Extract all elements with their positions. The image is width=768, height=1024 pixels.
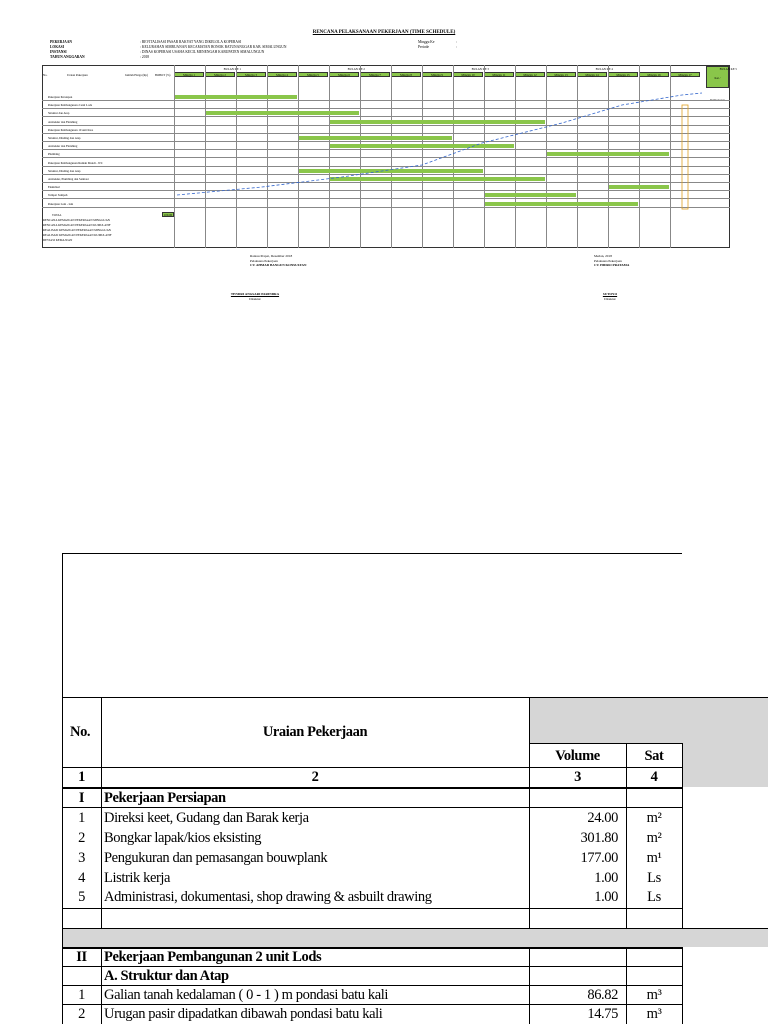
section-number: II xyxy=(76,949,87,965)
week-header: Minggu 15 xyxy=(608,72,638,77)
item-volume: 24.00 xyxy=(587,810,618,826)
item-desc: Direksi keet, Gudang dan Barak kerja xyxy=(104,810,309,826)
item-no: 4 xyxy=(78,870,85,886)
item-unit: m² xyxy=(646,810,662,826)
signature-right-name xyxy=(570,292,650,301)
meta-value: : 2018 xyxy=(140,55,150,59)
item-no: 3 xyxy=(78,850,85,866)
week-header: Minggu 17 xyxy=(670,72,700,77)
sign-line: Rantau Prapat, Desember 2018 xyxy=(250,254,293,258)
week-header: Minggu 12 xyxy=(515,72,545,77)
week-header: Minggu 11 xyxy=(484,72,514,77)
total-value: 100.00 xyxy=(163,213,173,217)
rule xyxy=(682,947,683,1024)
month-header: BULAN KE 4 xyxy=(595,67,613,71)
item-volume: 86.82 xyxy=(587,987,618,1003)
sign-line: Pelaksana Pekerjaan xyxy=(594,258,622,263)
schedule-row-label: Pekerjaan Pembangunan 2 unit Lods xyxy=(48,103,92,108)
week-header: Minggu 6 xyxy=(329,72,359,77)
item-volume: 301.80 xyxy=(580,830,618,846)
schedule-row-label: Arsitektur, Plumbing dan Sanitasi xyxy=(48,177,89,181)
frame-top-border xyxy=(62,553,682,554)
header-index-3: 3 xyxy=(574,769,581,785)
section-title: Pekerjaan Persiapan xyxy=(104,790,226,806)
col-uraian-label: Uraian Pekerjaan xyxy=(67,73,88,77)
schedule-row-label: Plumbing xyxy=(48,152,60,157)
week-header: Minggu 7 xyxy=(360,72,390,77)
s-curve-line xyxy=(177,93,702,195)
s-curve xyxy=(42,65,730,248)
header-sat: Sat xyxy=(644,748,664,764)
schedule-row-label: Struktur, Dinding dan Atap xyxy=(48,136,81,140)
col-jumlah-label: Jumlah Harga (Rp) xyxy=(125,73,148,77)
meta-value: : xyxy=(456,45,457,49)
schedule-row-label: Struktur, Dinding dan Atap xyxy=(48,168,81,173)
item-desc: Bongkar lapak/kios eksisting xyxy=(104,830,262,846)
section-title: Pekerjaan Pembangunan 2 unit Lods xyxy=(104,949,322,965)
week-header: Minggu 8 xyxy=(391,72,421,77)
header-no: No. xyxy=(70,724,91,740)
meta-value: : REVITALISASI PASAR RAKYAT YANG DIKELOLA KOPERASI xyxy=(140,40,242,44)
footer-row-label: REALISASI KEMAJUAN PEKERJAAN MINGGUAN xyxy=(43,228,111,232)
footer-row-label: RENCANA KEMAJUAN PEKERJAAN KUMULATIF xyxy=(43,223,111,227)
schedule-row-label: Struktur dan Atap xyxy=(48,111,70,116)
footer-row-label: DEVIASI KEMAJUAN xyxy=(43,238,73,242)
item-unit: Ls xyxy=(647,870,661,886)
total-label: TOTAL xyxy=(52,213,62,217)
sign-line: Medan, 2018 xyxy=(594,254,612,258)
meta-value: : KELURAHAN SIMBUANAN KECAMATAN BONOK BATUNANGGAR KAB. SIMALUNGUN xyxy=(140,45,287,49)
rule xyxy=(62,966,682,967)
item-unit: m² xyxy=(646,830,662,846)
item-no: 1 xyxy=(78,810,85,826)
schedule-row-label: Pekerjaan Lain - lain xyxy=(48,201,74,206)
signature-right xyxy=(594,254,629,268)
week-header: Minggu 5 xyxy=(298,72,328,77)
week-header: Minggu 1 xyxy=(174,72,204,77)
col-bobot-label: BOBOT (%) xyxy=(155,73,171,77)
header-index-1: 1 xyxy=(78,769,85,785)
schedule-row-label: Elektrikal xyxy=(48,185,60,190)
item-desc: Galian tanah kedalaman ( 0 - 1 ) m pondasi batu kali xyxy=(104,987,389,1003)
meta-key: PEKERJAAN xyxy=(50,40,72,44)
schedule-row-label: Pekerjaan Persiapan xyxy=(48,95,73,99)
sign-line: Pelaksana Pekerjaan xyxy=(250,258,278,263)
meta-value: : DINAS KOPERASI USAHA KECIL MENENGAH KABUPATEN SIMALUNGUN xyxy=(140,50,265,54)
meta-key: TAHUN ANGGARAN xyxy=(50,55,85,59)
rule xyxy=(62,908,682,909)
section-number: I xyxy=(78,790,85,806)
item-no: 2 xyxy=(78,830,85,846)
week-header: Minggu 2 xyxy=(205,72,235,77)
item-unit: Ls xyxy=(647,889,661,905)
rule xyxy=(62,807,682,808)
week-header: Minggu 3 xyxy=(236,72,266,77)
period-meta xyxy=(418,40,457,50)
schedule-grid xyxy=(42,65,737,248)
meta-key: Periode xyxy=(418,45,429,49)
meta-key: LOKASI xyxy=(50,45,64,49)
month-header: BULAN KE 3 xyxy=(471,67,489,71)
item-desc: Administrasi, dokumentasi, shop drawing & asbuilt drawing xyxy=(104,889,432,905)
schedule-row-label: Arsitektur dan Finishing xyxy=(48,119,78,124)
week-header: Minggu 4 xyxy=(267,72,297,77)
meta-value: : xyxy=(456,40,457,44)
item-volume: 1.00 xyxy=(594,870,618,886)
header-volume: Volume xyxy=(555,748,600,764)
schedule-row-label: Arsitektur dan Finishing xyxy=(48,144,78,149)
meta-key: INSTANSI xyxy=(50,50,67,54)
header-index-2: 2 xyxy=(311,769,319,785)
header-grey-fill-right xyxy=(682,743,768,787)
rule xyxy=(529,743,682,744)
header-index-4: 4 xyxy=(650,769,658,785)
footer-row-label: RENCANA KEMAJUAN PEKERJAAN MINGGUAN xyxy=(43,218,110,222)
schedule-title: RENCANA PELAKSANAAN PEKERJAAN (TIME SCHEDULE) xyxy=(312,30,456,35)
header-grey-fill xyxy=(529,698,768,743)
item-unit: m³ xyxy=(646,987,662,1003)
meta-key: Minggu Ke xyxy=(418,40,435,44)
month-header: BULAN KE 2 xyxy=(347,67,365,71)
month-header: BULAN KE 1 xyxy=(223,67,241,71)
sign-role: Direktur xyxy=(249,296,261,301)
schedule-row-label: Pekerjaan Pembangunan Rumah Mandi - WC xyxy=(48,160,103,165)
week-header: Minggu 16 xyxy=(639,72,669,77)
project-meta xyxy=(50,40,410,60)
rule xyxy=(62,1004,682,1005)
item-desc: Pengukuran dan pemasangan bouwplank xyxy=(104,850,328,866)
header-uraian: Uraian Pekerjaan xyxy=(262,724,368,740)
rule xyxy=(62,985,682,986)
subsection-title: A. Struktur dan Atap xyxy=(104,968,229,984)
rule xyxy=(62,928,768,929)
week-header: Minggu 10 xyxy=(453,72,483,77)
highlight-column xyxy=(682,105,688,209)
signature-left xyxy=(250,254,306,268)
item-unit: m³ xyxy=(646,1006,662,1022)
sign-name: TENDRI ANGSARI PARINDRA xyxy=(230,292,280,296)
rule xyxy=(62,697,768,698)
week-header: Minggu 13 xyxy=(546,72,576,77)
item-volume: 1.00 xyxy=(594,889,618,905)
sign-name: SUTOYO xyxy=(602,292,618,296)
item-volume: 14.75 xyxy=(587,1006,618,1022)
item-desc: Listrik kerja xyxy=(104,870,171,886)
item-desc: Urugan pasir dipadatkan dibawah pondasi batu kali xyxy=(104,1006,383,1022)
signature-left-name xyxy=(210,292,300,301)
item-unit: m¹ xyxy=(646,850,662,866)
time-schedule-page xyxy=(0,0,768,420)
item-no: 5 xyxy=(78,889,85,905)
week-header: Minggu 9 xyxy=(422,72,452,77)
col-ket-label: Ket / Pembobotan xyxy=(706,66,729,88)
schedule-row-label: Pekerjaan Pembangunan 10 unit Kios xyxy=(48,127,94,132)
week-header: Minggu 14 xyxy=(577,72,607,77)
item-no: 2 xyxy=(78,1006,85,1022)
footer-row-label: REALISASI KEMAJUAN PEKERJAAN KUMULATIF xyxy=(43,233,112,237)
sign-line: CV. HIDRO PRATAMA xyxy=(594,263,630,267)
item-volume: 177.00 xyxy=(580,850,618,866)
month-header: BULAN KE 5 xyxy=(719,67,737,71)
rule xyxy=(682,743,683,928)
item-no: 1 xyxy=(78,987,85,1003)
schedule-row-label: Tempat Sampah xyxy=(48,193,68,198)
col-no-label: No. xyxy=(43,73,48,77)
sign-role: Direktur xyxy=(604,296,616,301)
section-separator-fill xyxy=(63,928,768,947)
sign-line: CV. AHMAD BANGUN KONSULTAN xyxy=(250,263,307,267)
rab-table xyxy=(0,553,768,1024)
